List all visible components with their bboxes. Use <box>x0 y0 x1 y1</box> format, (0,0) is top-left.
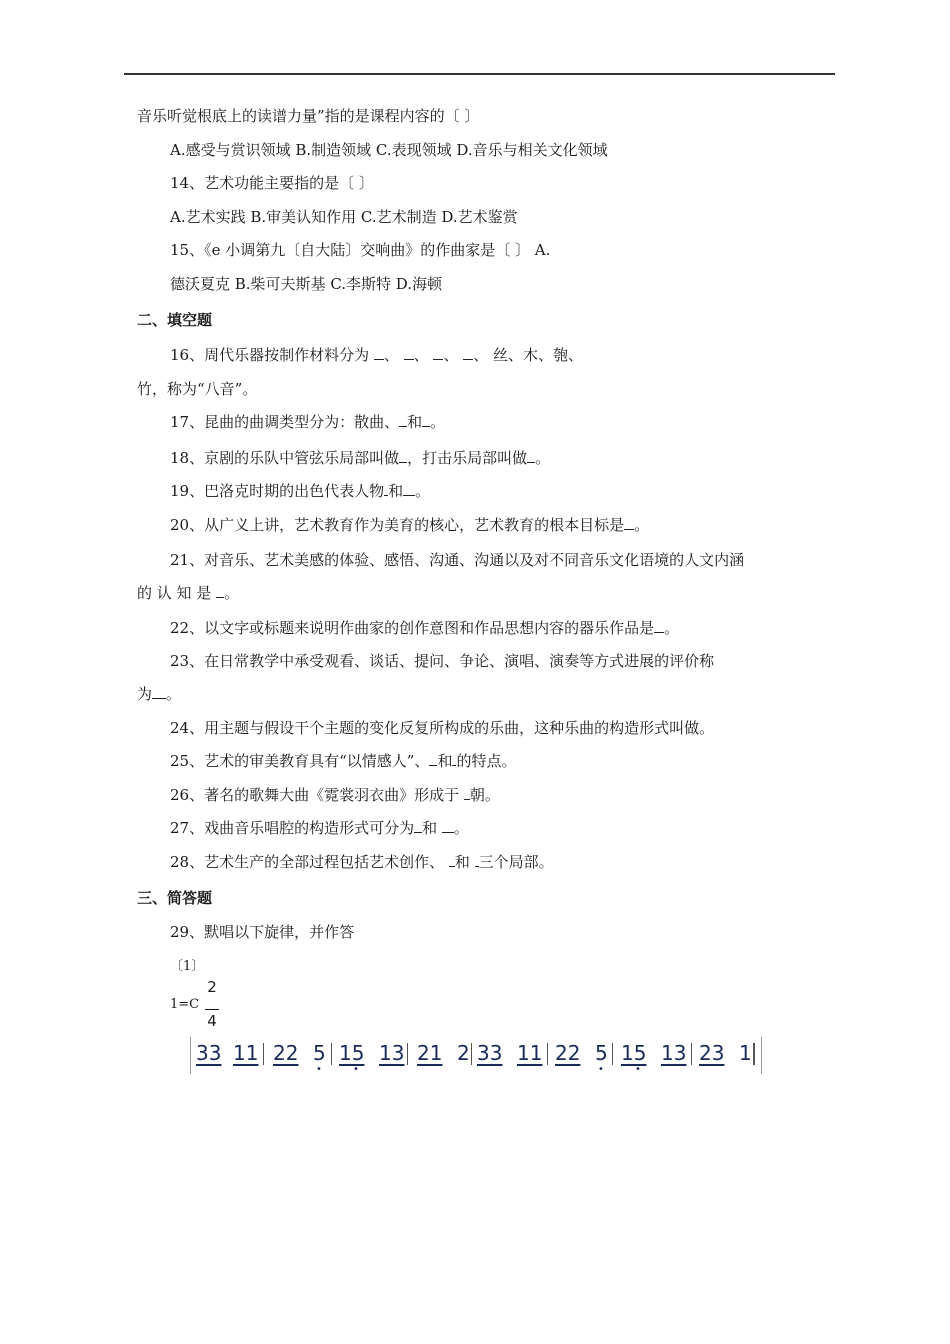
section-heading-fill-blank: 二、填空题 <box>137 311 213 329</box>
blank <box>463 345 473 360</box>
question-27 <box>170 818 469 838</box>
blank <box>152 684 166 699</box>
blank <box>527 448 535 463</box>
question-22-end: 。 <box>664 619 680 637</box>
question-25-end: 的特点。 <box>456 752 517 770</box>
question-21-end: 。 <box>224 584 240 602</box>
question-27-text: 27、戏曲音乐唱腔的构造形式可分为 <box>170 819 415 837</box>
barline <box>612 1043 613 1065</box>
question-20-end: 。 <box>634 516 650 534</box>
note: 13 <box>379 1041 405 1065</box>
note: 15 <box>621 1041 647 1065</box>
note: 11 <box>517 1041 543 1065</box>
question-24 <box>170 718 714 738</box>
blank <box>422 412 430 427</box>
question-19-text: 19、巴洛克时期的出色代表人物 <box>170 482 385 500</box>
question-17-and: 和 <box>407 413 423 431</box>
question-16-text-tail: 丝、木、匏、 <box>493 346 584 364</box>
blank <box>404 345 414 360</box>
low-octave-dot-icon: • <box>316 1064 322 1075</box>
question-14-options: A.艺术实践 B.审美认知作用 C.艺术制造 D.艺术鉴赏 <box>170 208 518 226</box>
question-13-options: A.感受与赏识领域 B.制造领域 C.表现领域 D.音乐与相关文化领域 <box>170 141 608 159</box>
blank <box>403 481 415 496</box>
question-26-text: 26、著名的歌舞大曲《霓裳羽衣曲》形成于 <box>170 786 460 804</box>
note: 2 <box>457 1041 470 1065</box>
question-19-end: 。 <box>415 482 431 500</box>
barline <box>331 1043 332 1065</box>
header-rule <box>124 73 835 75</box>
note: 13 <box>661 1041 687 1065</box>
question-20 <box>170 515 649 535</box>
question-29: 29、默唱以下旋律，并作答 <box>170 923 355 941</box>
question-19 <box>170 481 430 501</box>
note: 11 <box>233 1041 259 1065</box>
barline <box>263 1043 264 1065</box>
question-17-end: 。 <box>430 413 446 431</box>
question-18-end: 。 <box>535 449 551 467</box>
question-26 <box>170 785 500 805</box>
question-21: 21、对音乐、艺术美感的体验、感悟、沟通、沟通以及对不同音乐文化语境的人文内涵 <box>170 551 745 569</box>
blank <box>216 583 224 598</box>
note: 22 <box>273 1041 299 1065</box>
blank <box>399 448 407 463</box>
question-27-and: 和 <box>422 819 438 837</box>
question-23-continued <box>137 684 181 704</box>
question-23-text: 为 <box>137 685 153 703</box>
low-octave-dot-icon: • <box>598 1064 604 1075</box>
blank <box>654 618 664 633</box>
blank <box>442 818 454 833</box>
barline <box>691 1043 692 1065</box>
question-13-stem: 音乐听觉根底上的读谱力量”指的是课程内容的〔 〕 <box>137 107 480 125</box>
question-25-and: 和 <box>437 752 453 770</box>
low-octave-dot-icon: • <box>635 1064 641 1075</box>
question-28-and: 和 <box>454 853 470 871</box>
question-18-text: 18、京剧的乐队中管弦乐局部叫做 <box>170 449 400 467</box>
note: 5 <box>595 1041 608 1065</box>
question-16-text: 16、周代乐器按制作材料分为 <box>170 346 370 364</box>
final-barline <box>753 1043 755 1065</box>
melody-score <box>190 1037 762 1074</box>
question-20-text: 20、从广义上讲，艺术教育作为美育的核心，艺术教育的根本目标是 <box>170 516 625 534</box>
note: 1 <box>739 1041 752 1065</box>
question-19-and: 和 <box>388 482 404 500</box>
blank <box>433 345 443 360</box>
blank <box>374 345 384 360</box>
question-16: 16、周代乐器按制作材料分为 、 、 、 、 丝、木、匏、 <box>170 346 584 364</box>
question-28-end: 三个局部。 <box>478 853 554 871</box>
question-25-text: 25、艺术的审美教育具有“以情感人”、 <box>170 752 430 770</box>
note: 33 <box>477 1041 503 1065</box>
note: 33 <box>196 1041 222 1065</box>
note: 15 <box>339 1041 365 1065</box>
question-28-text: 28、艺术生产的全部过程包括艺术创作、 <box>170 853 445 871</box>
question-23: 23、在日常教学中承受观看、谈话、提问、争论、演唱、演奏等方式进展的评价称 <box>170 652 715 670</box>
question-28 <box>170 852 554 872</box>
question-25 <box>170 751 516 771</box>
blank <box>414 818 422 833</box>
question-17 <box>170 412 445 432</box>
note: 23 <box>699 1041 725 1065</box>
question-27-end: 。 <box>453 819 469 837</box>
question-14-stem: 14、艺术功能主要指的是〔 〕 <box>170 174 374 192</box>
key-signature: 1=C <box>170 997 200 1012</box>
blank <box>624 515 634 530</box>
question-24-text: 24、用主题与假设干个主题的变化反复所构成的乐曲，这种乐曲的构造形式叫做 <box>170 719 700 737</box>
sub-question-1: 〔1〕 <box>170 959 205 974</box>
question-24-end: 。 <box>699 719 715 737</box>
question-16-continued: 竹，称为“八音”。 <box>137 380 258 398</box>
question-26-end: 朝。 <box>469 786 500 804</box>
question-22-text: 22、以文字或标题来说明作曲家的创作意图和作品思想内容的器乐作品是 <box>170 619 655 637</box>
question-22 <box>170 618 679 638</box>
time-signature-bar <box>205 1009 219 1010</box>
section-heading-short-answer: 三、简答题 <box>137 889 213 907</box>
note: 5 <box>313 1041 326 1065</box>
question-18-mid: ，打击乐局部叫做 <box>407 449 528 467</box>
barline <box>547 1043 548 1065</box>
question-21-text: 的 认 知 是 <box>137 584 212 602</box>
question-15-options: 德沃夏克 B.柴可夫斯基 C.李斯特 D.海顿 <box>170 275 443 293</box>
time-signature-top: 2 <box>207 978 217 996</box>
question-23-end: 。 <box>166 685 182 703</box>
question-18 <box>170 448 550 468</box>
blank <box>399 412 407 427</box>
question-17-text: 17、昆曲的曲调类型分为：散曲、 <box>170 413 400 431</box>
note: 21 <box>417 1041 443 1065</box>
low-octave-dot-icon: • <box>353 1064 359 1075</box>
question-15-stem: 15、《e 小调第九〔自大陆〕交响曲》的作曲家是〔 〕 A. <box>170 241 551 259</box>
barline <box>407 1043 408 1065</box>
time-signature-bottom: 4 <box>207 1012 217 1030</box>
question-21-continued <box>137 583 239 603</box>
barline <box>471 1043 472 1065</box>
note: 22 <box>555 1041 581 1065</box>
